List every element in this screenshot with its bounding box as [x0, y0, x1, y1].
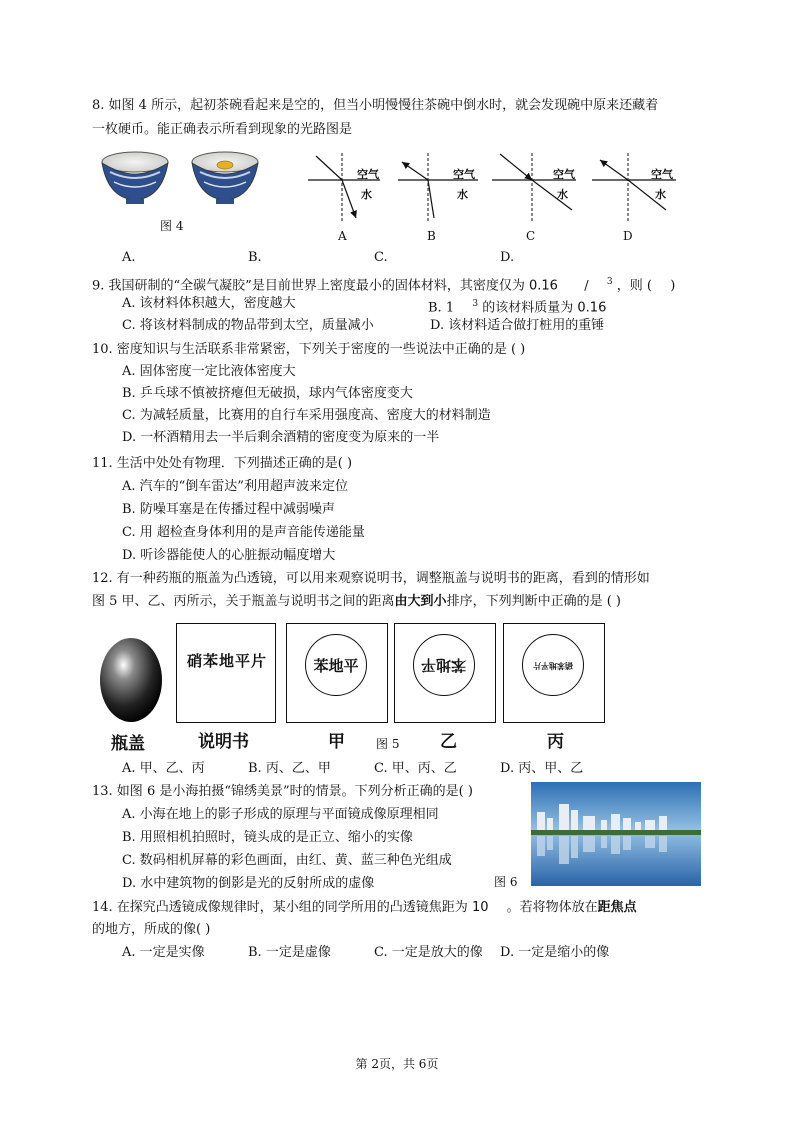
diagram-b-letter: B — [427, 229, 436, 243]
q12-stem-bold: 由大到小 — [394, 594, 447, 609]
q9-stem-text: 9. 我国研制的“全碳气凝胶”是目前世界上密度最小的固体材料，其密度仅为 — [92, 278, 525, 294]
caption-bing: 丙 — [547, 732, 564, 752]
q9-unit-slash: / — [584, 278, 589, 294]
q14-focal-value: 10 — [471, 900, 489, 915]
diagram-d-air-label: 空气 — [651, 168, 673, 181]
q9-stem-end: ，则 ( — [616, 278, 652, 294]
q14-stem-bold: 距焦点 — [597, 900, 637, 915]
q8-option-a[interactable]: A. — [122, 250, 136, 265]
diagram-c-letter: C — [526, 229, 536, 243]
q14-stem-line1 — [92, 898, 637, 918]
q9-option-b-text2: 的该材料质量为 — [482, 300, 574, 316]
bing-lens-text: 硝苯地平片 — [533, 660, 573, 670]
q14-stem-text2: 。若将物体放在 — [506, 900, 598, 915]
diagram-d-letter: D — [623, 229, 633, 243]
q12-option-b[interactable]: B. 丙、乙、甲 — [248, 761, 331, 776]
bottle-cap-image — [98, 636, 166, 724]
q11-option-b[interactable]: B. 防噪耳塞是在传播过程中减弱噪声 — [122, 502, 335, 517]
diagram-b-air-label: 空气 — [453, 168, 475, 181]
bing-lens-circle — [522, 634, 584, 696]
q9-unit-sup: 3 — [606, 277, 613, 287]
q14-stem-text: 14. 在探究凸透镜成像规律时，某小组的同学所用的凸透镜焦距为 — [92, 900, 468, 915]
q13-option-a[interactable]: A. 小海在地上的影子形成的原理与平面镜成像原理相同 — [122, 807, 439, 822]
q11-option-a[interactable]: A. 汽车的“倒车雷达”利用超声波来定位 — [122, 479, 348, 494]
q14-option-c[interactable]: C. 一定是放大的像 — [374, 945, 483, 960]
diagram-a-air-label: 空气 — [357, 168, 379, 181]
q8-stem-line2: 一枚硬币。能正确表示所看到现象的光路图是 — [92, 122, 353, 137]
q10-option-d[interactable]: D. 一杯酒精用去一半后剩余酒精的密度变为原来的一半 — [122, 430, 440, 445]
q9-option-b-sup: 3 — [472, 299, 479, 309]
instructions-text: 硝苯地平片 — [187, 652, 268, 670]
q14-option-a[interactable]: A. 一定是实像 — [122, 945, 205, 960]
q13-stem: 13. 如图 6 是小海拍摄“锦绣美景”时的情景。下列分析正确的是( ) — [92, 784, 473, 799]
q14-option-d[interactable]: D. 一定是缩小的像 — [500, 945, 610, 960]
bowls-figure — [100, 150, 270, 210]
q14-stem-line2: 的地方，所成的像( ) — [92, 922, 211, 937]
q9-option-b-value: 0.16 — [577, 300, 607, 316]
q8-option-b[interactable]: B. — [248, 250, 262, 265]
q10-option-c[interactable]: C. 为减轻质量，比赛用的自行车采用强度高、密度大的材料制造 — [122, 408, 491, 423]
jia-box — [286, 623, 388, 723]
q12-stem-line1: 12. 有一种药瓶的瓶盖为凸透镜，可以用来观察说明书，调整瓶盖与说明书的距离，看到的情形如 — [92, 571, 650, 586]
q9-option-b-text: B. 1 — [428, 300, 455, 316]
yi-lens-text: 苯地平 — [421, 655, 467, 674]
diagram-c-air-label: 空气 — [553, 168, 575, 181]
q13-option-b[interactable]: B. 用照相机拍照时，镜头成的是正立、缩小的实像 — [122, 830, 413, 845]
caption-instructions: 说明书 — [198, 732, 249, 752]
diagram-d-water-label: 水 — [655, 188, 666, 201]
page-footer: 第 2页，共 6页 — [355, 1057, 439, 1071]
q12-option-a[interactable]: A. 甲、乙、丙 — [122, 761, 205, 776]
diagram-a-letter: A — [338, 229, 347, 243]
caption-bottle-cap: 瓶盖 — [111, 734, 145, 754]
diagram-c-water-label: 水 — [557, 188, 568, 201]
yi-lens-circle — [413, 634, 475, 696]
diagram-a-water-label: 水 — [361, 188, 372, 201]
fig4-label: 图 4 — [160, 219, 184, 233]
q9-option-c[interactable]: C. 将该材料制成的物品带到太空，质量减小 — [122, 318, 374, 333]
q9-density-value: 0.16 — [528, 278, 558, 294]
bowl-with-coin-image — [192, 152, 258, 204]
q12-stem-text2: 排序，下列判断中正确的是 ( ) — [446, 594, 621, 609]
q10-option-b[interactable]: B. 乒乓球不慎被挤瘪但无破损，球内气体密度变大 — [122, 386, 413, 401]
q8-option-d[interactable]: D. — [500, 250, 515, 265]
q8-option-c[interactable]: C. — [374, 250, 388, 265]
q8-stem-line1: 8. 如图 4 所示，起初茶碗看起来是空的，但当小明慢慢往茶碗中倒水时，就会发现碗中原来还藏着 — [92, 98, 659, 113]
fig5-label: 图 5 — [376, 737, 400, 751]
q11-option-d[interactable]: D. 听诊器能使人的心脏振动幅度增大 — [122, 548, 336, 563]
q12-stem-text: 图 5 甲、乙、丙所示，关于瓶盖与说明书之间的距离 — [92, 594, 395, 609]
city-reflection-photo — [531, 782, 701, 886]
jia-lens-text: 苯地平 — [313, 656, 359, 675]
instructions-box — [176, 623, 276, 723]
q12-stem-line2 — [92, 592, 621, 612]
caption-jia: 甲 — [328, 732, 345, 752]
q9-stem-close: ) — [670, 278, 676, 294]
light-path-diagrams — [300, 148, 695, 248]
q10-stem: 10. 密度知识与生活联系非常紧密，下列关于密度的一些说法中正确的是 ( ) — [92, 342, 526, 357]
caption-yi: 乙 — [440, 732, 457, 752]
q12-option-c[interactable]: C. 甲、丙、乙 — [374, 761, 457, 776]
q10-option-a[interactable]: A. 固体密度一定比液体密度大 — [122, 364, 296, 379]
q9-option-d[interactable]: D. 该材料适合做打桩用的重锤 — [430, 318, 605, 333]
diagram-b-water-label: 水 — [457, 188, 468, 201]
jia-lens-circle — [305, 634, 367, 696]
yi-box — [394, 623, 496, 723]
q12-option-d[interactable]: D. 丙、甲、乙 — [500, 761, 584, 776]
q11-option-c[interactable]: C. 用 超检查身体利用的是声音能传递能量 — [122, 525, 365, 540]
q13-option-d[interactable]: D. 水中建筑物的倒影是光的反射所成的虚像 — [122, 876, 375, 891]
q11-stem: 11. 生活中处处有物理．下列描述正确的是( ) — [92, 456, 353, 471]
q9-stem — [92, 272, 675, 296]
empty-bowl-image — [102, 152, 168, 204]
bing-box — [503, 623, 605, 723]
q13-option-c[interactable]: C. 数码相机屏幕的彩色画面，由红、黄、蓝三种色光组成 — [122, 853, 452, 868]
q9-option-b[interactable] — [428, 294, 606, 318]
fig6-label: 图 6 — [494, 875, 518, 889]
q9-option-a[interactable]: A. 该材料体积越大，密度越大 — [122, 296, 296, 311]
q14-option-b[interactable]: B. 一定是虚像 — [248, 945, 331, 960]
